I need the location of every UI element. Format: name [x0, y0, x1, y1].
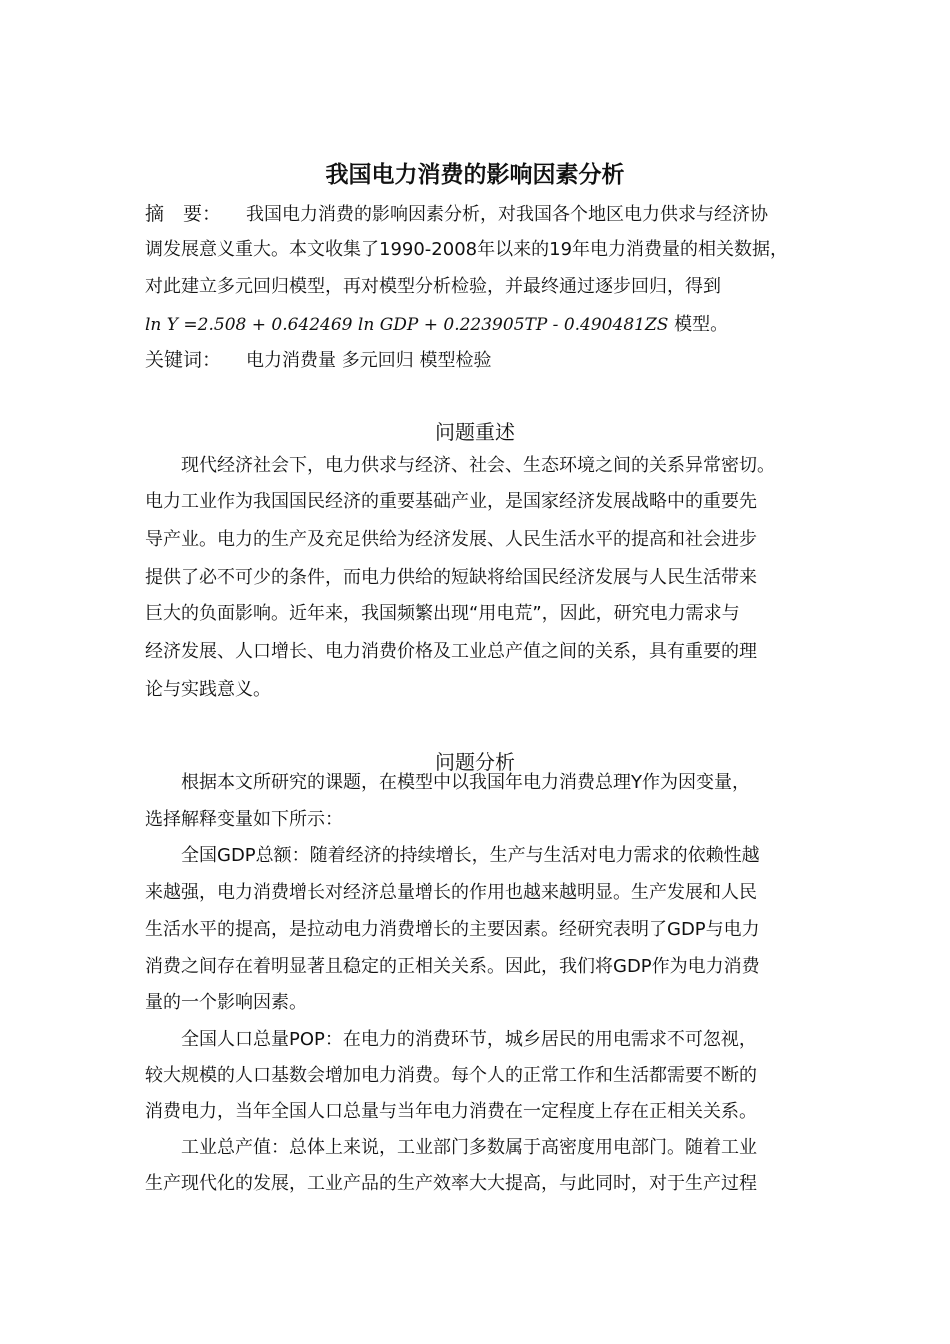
abstract-line: 调发展意义重大。本文收集了1990-2008年以来的19年电力消费量的相关数据， [145, 239, 789, 260]
paragraph-line: 生产现代化的发展，工业产品的生产效率大大提高，与此同时，对于生产过程 [145, 1173, 757, 1194]
paragraph-line: 生活水平的提高，是拉动电力消费增长的主要因素。经研究表明了GDP与电力 [145, 919, 760, 940]
keywords-text: 电力消费量 多元回归 模型检验 [246, 350, 492, 371]
paragraph-line: 量的一个影响因素。 [145, 992, 307, 1013]
paragraph-line: 工业总产值：总体上来说，工业部门多数属于高密度用电部门。随着工业 [181, 1137, 757, 1158]
abstract-line: 我国电力消费的影响因素分析，对我国各个地区电力供求与经济协 [246, 204, 768, 225]
paragraph-line: 电力工业作为我国国民经济的重要基础产业，是国家经济发展战略中的重要先 [145, 491, 757, 512]
paragraph-line: 提供了必不可少的条件，而电力供给的短缺将给国民经济发展与人民生活带来 [145, 567, 757, 588]
section-heading-analysis: 问题分析 [435, 750, 515, 774]
keywords-label: 关键词： [145, 349, 222, 371]
paragraph-line: 经济发展、人口增长、电力消费价格及工业总产值之间的关系，具有重要的理 [145, 641, 757, 662]
formula-suffix: 模型。 [674, 314, 729, 335]
paragraph-line: 消费电力，当年全国人口总量与当年电力消费在一定程度上存在正相关关系。 [145, 1101, 757, 1122]
paragraph-line: 全国人口总量POP：在电力的消费环节，城乡居民的用电需求不可忽视， [181, 1029, 757, 1050]
abstract-line: 对此建立多元回归模型，再对模型分析检验，并最终通过逐步回归，得到 [145, 276, 721, 297]
paragraph-line: 导产业。电力的生产及充足供给为经济发展、人民生活水平的提高和社会进步 [145, 529, 757, 550]
paragraph-line: 全国GDP总额：随着经济的持续增长，生产与生活对电力需求的依赖性越 [181, 845, 760, 866]
paper-title: 我国电力消费的影响因素分析 [325, 162, 625, 188]
paragraph-line: 较大规模的人口基数会增加电力消费。每个人的正常工作和生活都需要不断的 [145, 1065, 757, 1086]
regression-formula: ln Y =2.508 + 0.642469 ln GDP + 0.223905TP - 0.490481ZS [145, 315, 669, 335]
paragraph-line: 来越强，电力消费增长对经济总量增长的作用也越来越明显。生产发展和人民 [145, 882, 757, 903]
paragraph-line: 根据本文所研究的课题，在模型中以我国年电力消费总理Y作为因变量， [181, 772, 750, 793]
abstract-formula-line [145, 313, 728, 337]
paragraph-line: 消费之间存在着明显著且稳定的正相关关系。因此，我们将GDP作为电力消费 [145, 956, 760, 977]
section-heading-restatement: 问题重述 [435, 420, 515, 444]
paragraph-line: 论与实践意义。 [145, 679, 271, 700]
paragraph-line: 现代经济社会下，电力供求与经济、社会、生态环境之间的关系异常密切。 [181, 455, 775, 476]
abstract-label: 摘 要： [145, 203, 222, 225]
paragraph-line: 选择解释变量如下所示： [145, 809, 343, 830]
paragraph-line: 巨大的负面影响。近年来，我国频繁出现“用电荒”，因此，研究电力需求与 [145, 603, 740, 624]
